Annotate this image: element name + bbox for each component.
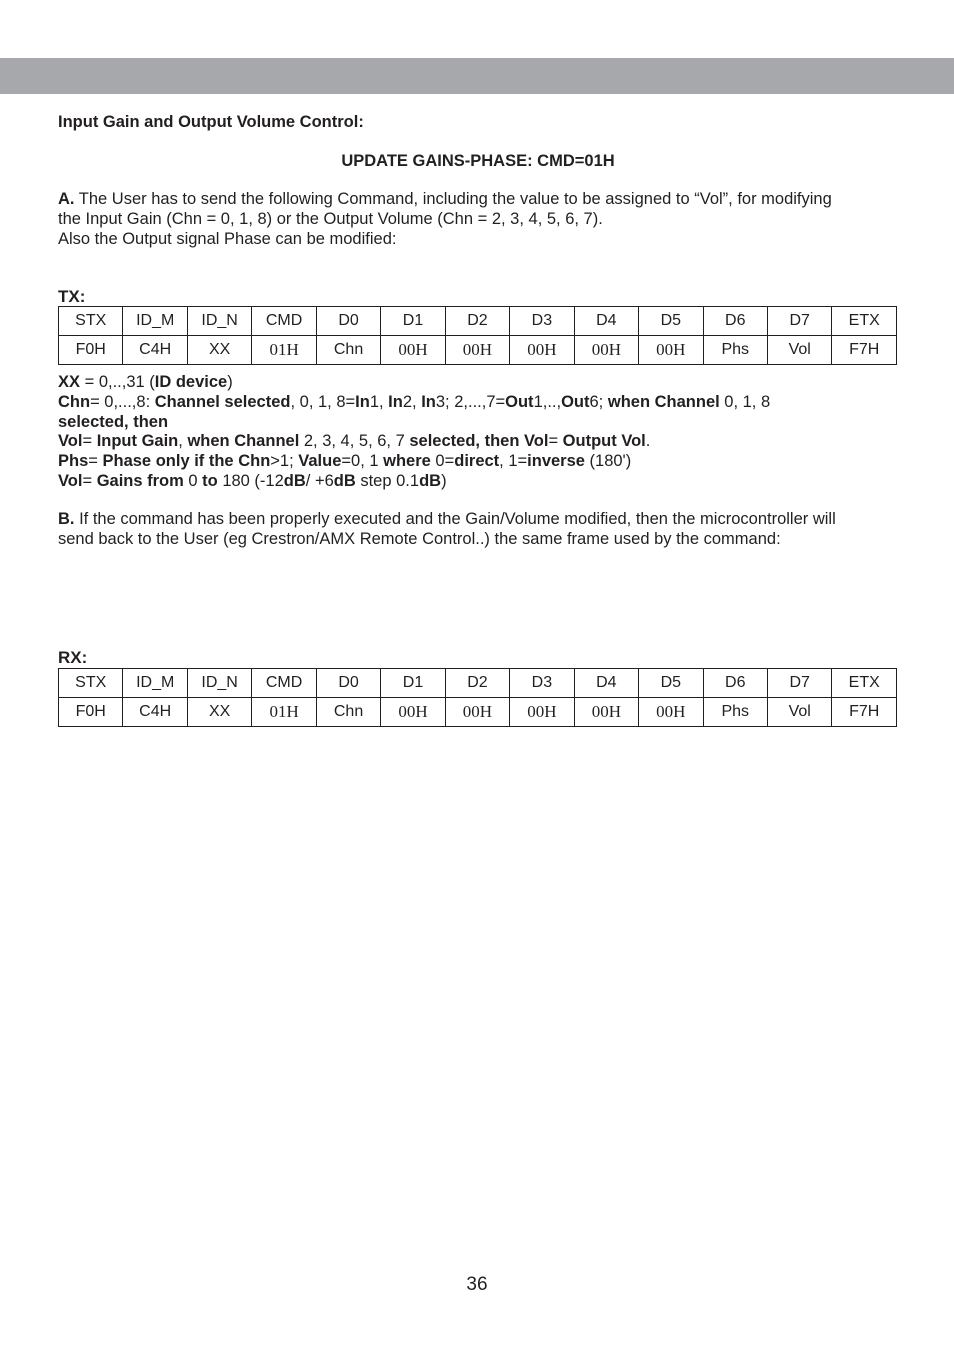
def-vol-gain-part: Vol (58, 432, 83, 451)
paragraph-a-marker: A. (58, 190, 75, 209)
rx-value-d2: 00H (445, 697, 509, 726)
rx-value-d3: 00H (510, 697, 574, 726)
rx-value-id-m: C4H (123, 697, 187, 726)
def-chn-cont-text: selected, then (58, 412, 169, 431)
paragraph-b-line-2: send back to the User (eg Crestron/AMX Remote Control..) the same frame used by the command: (58, 530, 781, 549)
def-phs-part: , 1= (499, 452, 528, 471)
def-vol-range-part: 0 (183, 471, 203, 490)
rx-value-d0: Chn (316, 697, 380, 726)
def-vol-range-part: to (202, 471, 218, 490)
rx-header-d5: D5 (639, 668, 703, 697)
def-xx-part: XX (58, 373, 81, 392)
def-chn (58, 393, 898, 413)
rx-header-row (59, 668, 897, 697)
tx-frame-table (58, 306, 897, 365)
def-vol-gain-part: = (548, 432, 563, 451)
def-vol-gain-part: . (645, 432, 651, 451)
def-chn-part: , 0, 1, 8= (290, 392, 356, 411)
def-vol-range-part: step 0.1 (355, 471, 420, 490)
def-phs (58, 452, 898, 472)
rx-value-cmd: 01H (252, 697, 316, 726)
section-title: Input Gain and Output Volume Control: (58, 113, 364, 131)
def-chn-part: 1,.., (533, 392, 562, 411)
def-vol-gain-part: when Channel (187, 432, 300, 451)
def-phs-part: Phs (58, 452, 89, 471)
def-vol-range-part: = (82, 471, 97, 490)
def-phs-part: where (383, 452, 431, 471)
def-vol-range-part: ) (441, 471, 447, 490)
def-chn-part: Out (505, 392, 534, 411)
def-vol-gain-part: Output Vol (562, 432, 646, 451)
rx-value-d6: Phs (703, 697, 767, 726)
tx-label: TX: (58, 286, 86, 306)
def-phs-part: =0, 1 (341, 452, 384, 471)
rx-header-id-m: ID_M (123, 668, 187, 697)
paragraph-a (58, 190, 898, 249)
def-chn-part: = 0,...,8: (90, 392, 155, 411)
tx-header-cmd: CMD (252, 307, 316, 336)
def-vol-range-part: Vol (58, 471, 83, 490)
tx-value-id-n: XX (187, 336, 251, 365)
rx-header-etx: ETX (832, 668, 897, 697)
tx-header-d1: D1 (381, 307, 445, 336)
rx-value-d1: 00H (381, 697, 445, 726)
rx-value-d4: 00H (574, 697, 638, 726)
rx-header-d3: D3 (510, 668, 574, 697)
tx-value-d7: Vol (767, 336, 831, 365)
tx-header-id-m: ID_M (123, 307, 187, 336)
tx-header-row (59, 307, 897, 336)
tx-header-d6: D6 (703, 307, 767, 336)
rx-header-stx: STX (59, 668, 123, 697)
def-vol-gain-part: , (178, 432, 188, 451)
def-vol-range-part: dB (283, 471, 306, 490)
rx-value-row (59, 697, 897, 726)
def-vol-range (58, 472, 898, 492)
tx-value-etx: F7H (832, 336, 897, 365)
def-vol-gain-part: selected, then Vol (409, 432, 549, 451)
paragraph-b-marker: B. (58, 510, 75, 529)
tx-value-d2: 00H (445, 336, 509, 365)
tx-value-d0: Chn (316, 336, 380, 365)
tx-header-d4: D4 (574, 307, 638, 336)
tx-header-d7: D7 (767, 307, 831, 336)
rx-header-cmd: CMD (252, 668, 316, 697)
paragraph-a-line-3: Also the Output signal Phase can be modified: (58, 229, 397, 248)
definitions (58, 373, 898, 491)
tx-value-stx: F0H (59, 336, 123, 365)
tx-header-id-n: ID_N (187, 307, 251, 336)
rx-value-id-n: XX (187, 697, 251, 726)
paragraph-a-text-1: The User has to send the following Command, including the value to be assigned to “Vol”, for modifying (74, 190, 832, 209)
def-chn-part: 2, (402, 392, 422, 411)
def-vol-gain (58, 432, 898, 452)
rx-label: RX: (58, 647, 88, 667)
def-chn-cont (58, 413, 898, 433)
def-phs-part: direct (454, 452, 500, 471)
def-chn-part: when Channel (607, 392, 720, 411)
tx-value-d1: 00H (381, 336, 445, 365)
def-phs-part: (180') (584, 452, 632, 471)
paragraph-b-line-1 (58, 510, 898, 530)
tx-value-d4: 00H (574, 336, 638, 365)
tx-value-cmd: 01H (252, 336, 316, 365)
def-phs-part: inverse (527, 452, 585, 471)
def-vol-gain-part: 2, 3, 4, 5, 6, 7 (299, 432, 410, 451)
def-xx (58, 373, 898, 393)
rx-header-d0: D0 (316, 668, 380, 697)
header-band (0, 58, 954, 94)
paragraph-b (58, 510, 898, 549)
rx-header-id-n: ID_N (187, 668, 251, 697)
def-xx-part: ID device (154, 373, 228, 392)
page-content (58, 113, 898, 727)
def-vol-range-part: Gains from (96, 471, 184, 490)
def-chn-part: In (388, 392, 403, 411)
tx-header-d5: D5 (639, 307, 703, 336)
tx-value-d3: 00H (510, 336, 574, 365)
def-phs-part: = (88, 452, 103, 471)
def-phs-part: Phase only if the Chn (102, 452, 271, 471)
def-vol-range-part: / +6 (305, 471, 334, 490)
tx-value-row (59, 336, 897, 365)
def-xx-part: ) (227, 373, 233, 392)
page-number: 36 (466, 1274, 488, 1295)
def-chn-part: Channel selected (154, 392, 291, 411)
def-chn-part: 6; (589, 392, 608, 411)
def-chn-part: 1, (369, 392, 389, 411)
def-vol-range-part: 180 (-12 (217, 471, 284, 490)
rx-value-stx: F0H (59, 697, 123, 726)
tx-header-d3: D3 (510, 307, 574, 336)
paragraph-a-line-1 (58, 190, 898, 210)
rx-header-d6: D6 (703, 668, 767, 697)
rx-header-d1: D1 (381, 668, 445, 697)
def-chn-part: 3; 2,...,7= (435, 392, 506, 411)
def-phs-part: Value (298, 452, 342, 471)
tx-header-d0: D0 (316, 307, 380, 336)
rx-value-d7: Vol (767, 697, 831, 726)
def-vol-gain-part: = (82, 432, 97, 451)
rx-value-etx: F7H (832, 697, 897, 726)
command-title: UPDATE GAINS-PHASE: CMD=01H (341, 151, 615, 170)
def-chn-part: In (355, 392, 370, 411)
paragraph-a-line-2: the Input Gain (Chn = 0, 1, 8) or the Output Volume (Chn = 2, 3, 4, 5, 6, 7). (58, 210, 603, 229)
rx-header-d4: D4 (574, 668, 638, 697)
tx-value-d6: Phs (703, 336, 767, 365)
def-phs-part: 0= (430, 452, 455, 471)
def-chn-part: In (421, 392, 436, 411)
def-vol-range-part: dB (419, 471, 442, 490)
rx-header-d7: D7 (767, 668, 831, 697)
rx-value-d5: 00H (639, 697, 703, 726)
tx-header-d2: D2 (445, 307, 509, 336)
rx-header-d2: D2 (445, 668, 509, 697)
tx-header-etx: ETX (832, 307, 897, 336)
rx-frame-table (58, 668, 897, 727)
tx-header-stx: STX (59, 307, 123, 336)
def-phs-part: >1; (270, 452, 299, 471)
tx-value-id-m: C4H (123, 336, 187, 365)
def-vol-range-part: dB (333, 471, 356, 490)
def-chn-part: 0, 1, 8 (719, 392, 771, 411)
tx-value-d5: 00H (639, 336, 703, 365)
def-xx-part: = 0,..,31 ( (80, 373, 155, 392)
def-chn-part: Out (561, 392, 590, 411)
paragraph-b-text-1: If the command has been properly executed and the Gain/Volume modified, then the microcontroller will (74, 510, 836, 529)
def-vol-gain-part: Input Gain (96, 432, 179, 451)
def-chn-part: Chn (58, 392, 91, 411)
